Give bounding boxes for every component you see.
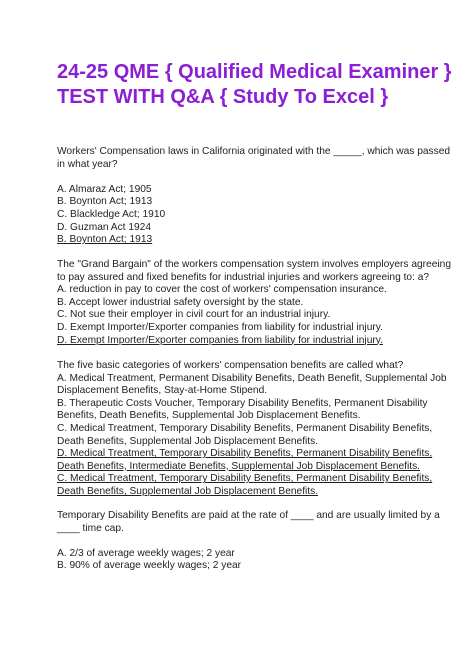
answer-option: B. 90% of average weekly wages; 2 year (57, 560, 242, 572)
correct-answer: B. Boynton Act; 1913 (57, 234, 153, 246)
correct-answer: C. Medical Treatment, Temporary Disability Benefits, Permanent Disability Benefits, (57, 473, 433, 485)
question-stem-line: in what year? (57, 158, 118, 170)
correct-answer: D. Medical Treatment, Temporary Disability Benefits, Permanent Disability Benefits, (57, 448, 433, 460)
answer-option: A. reduction in pay to cover the cost of workers' compensation insurance. (57, 284, 387, 296)
answer-option: B. Boynton Act; 1913 (57, 196, 153, 208)
question-1 (57, 146, 451, 247)
answer-option: B. Accept lower industrial safety oversight by the state. (57, 296, 304, 308)
answer-option: Benefits, Death Benefits, Supplemental Job Displacement Benefits. (57, 410, 361, 422)
answer-option: C. Blackledge Act; 1910 (57, 208, 166, 220)
answer-option: A. Almaraz Act; 1905 (57, 183, 152, 195)
title-line-1: 24-25 QME { Qualified Medical Examiner } (57, 61, 452, 83)
question-stem-line: The five basic categories of workers' compensation benefits are called what? (57, 360, 404, 371)
question-stem-line: The "Grand Bargain" of the workers compensation system involves employers agreeing (57, 259, 451, 270)
answer-option: A. Medical Treatment, Permanent Disability Benefits, Death Benefit, Supplemental Job (57, 372, 447, 384)
answer-option: D. Exempt Importer/Exporter companies from liability for industrial injury. (57, 321, 383, 333)
answer-option: C. Not sue their employer in civil court for an industrial injury. (57, 309, 331, 321)
answer-option: C. Medical Treatment, Temporary Disability Benefits, Permanent Disability Benefits, (57, 422, 433, 434)
question-stem-line: Temporary Disability Benefits are paid at the rate of ____ and are usually limited by a (57, 510, 440, 521)
title-line-2: TEST WITH Q&A { Study To Excel } (57, 86, 389, 108)
question-2 (57, 259, 451, 347)
answer-option: A. 2/3 of average weekly wages; 2 year (57, 547, 235, 559)
question-3 (57, 360, 447, 499)
answer-option: D. Guzman Act 1924 (57, 221, 151, 233)
question-stem-line: ____ time cap. (57, 522, 124, 534)
answer-option: Displacement Benefits, Stay-at-Home Stipend. (57, 385, 268, 397)
answer-option: B. Therapeutic Costs Voucher, Temporary Disability Benefits, Permanent Disability (57, 397, 428, 409)
answer-option: Death Benefits, Supplemental Job Displacement Benefits. (57, 435, 319, 447)
correct-answer: Death Benefits, Intermediate Benefits, Supplemental Job Displacement Benefits. (57, 460, 420, 472)
correct-answer: D. Exempt Importer/Exporter companies from liability for industrial injury. (57, 334, 383, 346)
question-4 (57, 510, 440, 573)
correct-answer: Death Benefits, Supplemental Job Displacement Benefits. (57, 485, 319, 497)
question-stem-line: Workers' Compensation laws in California originated with the _____, which was passed (57, 146, 451, 157)
document-title (57, 60, 457, 110)
question-stem-line: to pay assured and fixed benefits for industrial injuries and workers agreeing to: a? (57, 271, 430, 283)
